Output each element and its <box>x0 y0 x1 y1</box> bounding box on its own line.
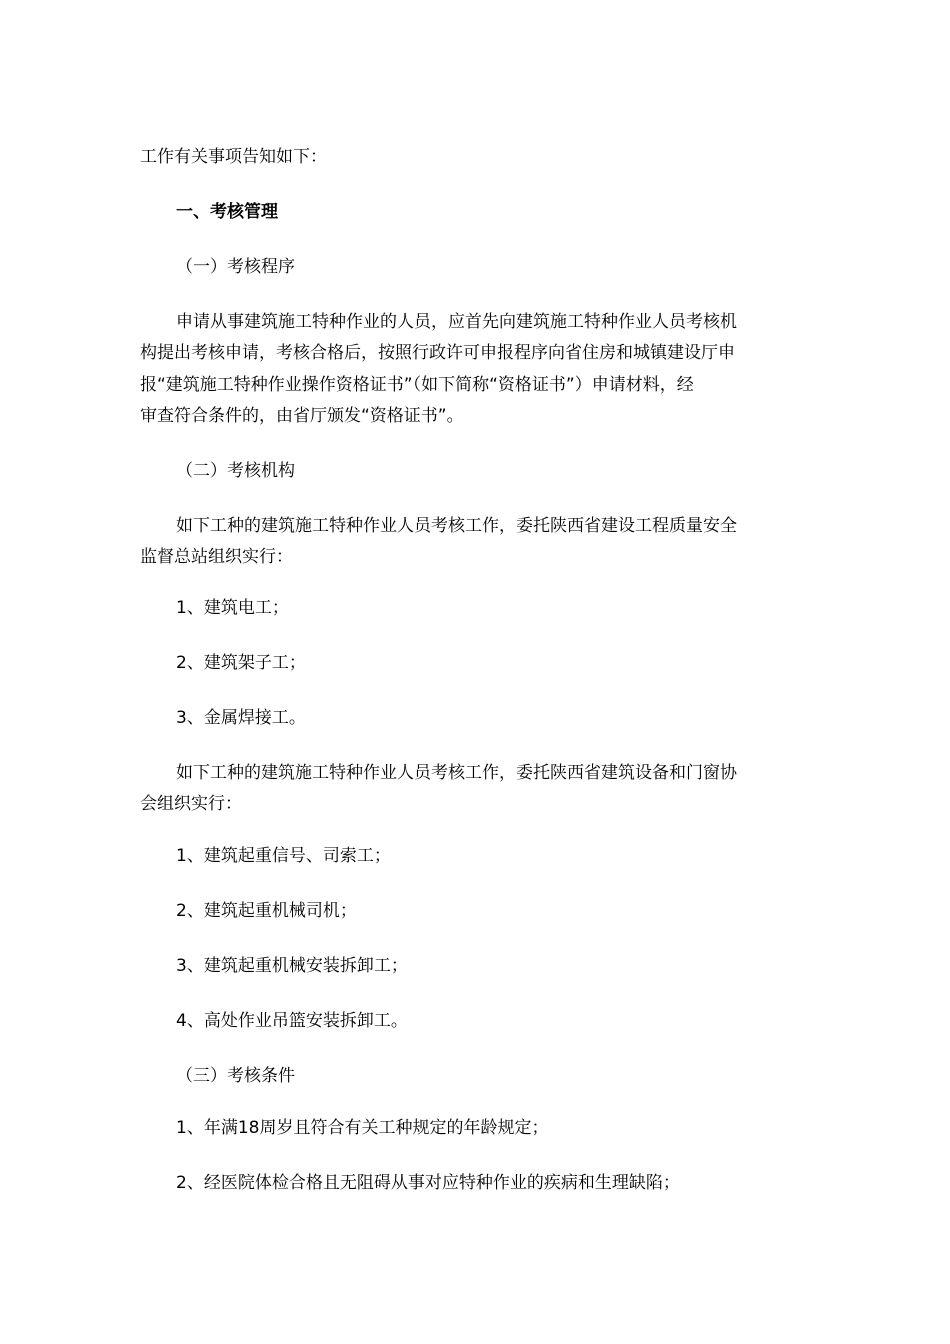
list-b-item-4: 4、高处作业吊篮安装拆卸工。 <box>176 1011 408 1031</box>
list-a-item-2: 2、建筑架子工； <box>176 653 306 673</box>
sub1-para-line1: 申请从事建筑施工特种作业的人员，应首先向建筑施工特种作业人员考核机 <box>176 312 737 332</box>
list-a-item-3: 3、金属焊接工。 <box>176 708 306 728</box>
intro-tail-text: 工作有关事项告知如下： <box>140 147 327 167</box>
sub2-para1-line2: 监督总站组织实行： <box>140 547 293 567</box>
list-c-item-1: 1、年满18周岁且符合有关工种规定的年龄规定； <box>176 1118 549 1138</box>
sub2-para2-line1: 如下工种的建筑施工特种作业人员考核工作，委托陕西省建筑设备和门窗协 <box>176 763 737 783</box>
sub1-para-line4: 审查符合条件的，由省厅颁发“资格证书”。 <box>140 406 464 426</box>
sub2-heading: （二）考核机构 <box>176 461 295 481</box>
sub1-para-line3: 报“建筑施工特种作业操作资格证书”（如下简称“资格证书”）申请材料，经 <box>140 375 694 395</box>
sub3-heading: （三）考核条件 <box>176 1066 295 1086</box>
list-b-item-1: 1、建筑起重信号、司索工； <box>176 846 391 866</box>
list-b-item-2: 2、建筑起重机械司机； <box>176 901 357 921</box>
list-c-item-2: 2、经医院体检合格且无阻碍从事对应特种作业的疾病和生理缺陷； <box>176 1173 680 1193</box>
sub1-heading: （一）考核程序 <box>176 257 295 277</box>
section1-heading: 一、考核管理 <box>176 202 278 222</box>
sub1-para-line2: 构提出考核申请，考核合格后，按照行政许可申报程序向省住房和城镇建设厅申 <box>140 343 735 363</box>
list-a-item-1: 1、建筑电工； <box>176 598 289 618</box>
sub2-para1-line1: 如下工种的建筑施工特种作业人员考核工作，委托陕西省建设工程质量安全 <box>176 516 737 536</box>
sub2-para2-line2: 会组织实行： <box>140 794 242 814</box>
list-b-item-3: 3、建筑起重机械安装拆卸工； <box>176 956 408 976</box>
